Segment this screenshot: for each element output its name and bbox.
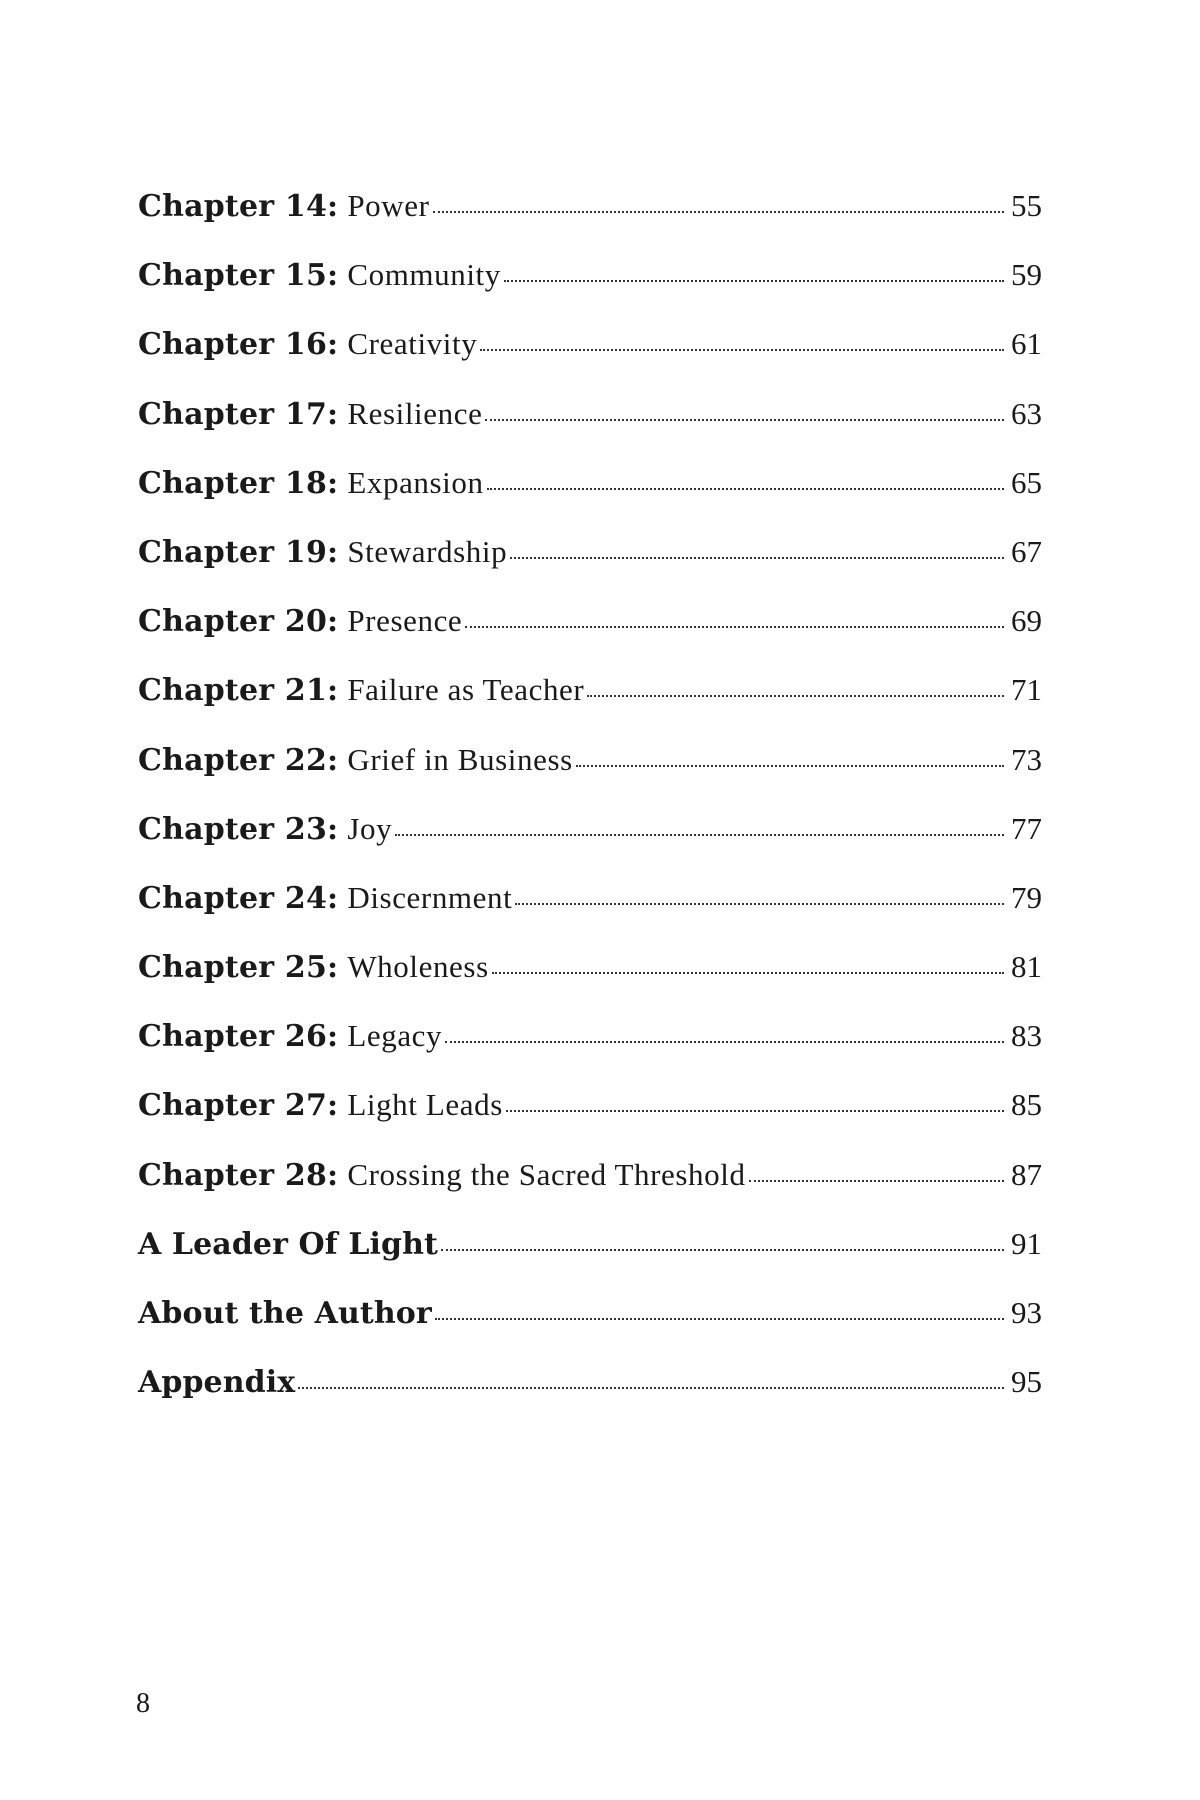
dot-leader [504, 280, 1004, 282]
toc-entry[interactable] [138, 674, 1042, 743]
entry-page-number: 83 [1011, 1018, 1042, 1054]
entry-page-number: 55 [1011, 188, 1042, 223]
toc-entry[interactable] [138, 259, 1042, 328]
toc-entry[interactable] [138, 1020, 1042, 1089]
toc-entry[interactable] [138, 951, 1042, 1020]
entry-label: Chapter 18: [138, 465, 339, 501]
dot-leader [465, 626, 1004, 628]
dot-leader [441, 1249, 1004, 1251]
entry-page-number: 87 [1011, 1156, 1042, 1192]
entry-page-number: 91 [1011, 1225, 1042, 1261]
entry-page-number: 77 [1011, 810, 1042, 846]
dot-leader [445, 1041, 1004, 1043]
entry-title: Crossing the Sacred Threshold [347, 1156, 746, 1192]
toc-entry[interactable] [138, 1297, 1042, 1366]
dot-leader [395, 834, 1004, 836]
entry-label: Chapter 17: [138, 396, 339, 432]
entry-page-number: 73 [1011, 741, 1042, 777]
entry-label: Chapter 27: [138, 1088, 339, 1124]
entry-label: Chapter 26: [138, 1019, 339, 1055]
table-of-contents [138, 190, 1042, 1435]
entry-title: Power [347, 188, 430, 223]
entry-label: Chapter 19: [138, 534, 339, 570]
toc-entry[interactable] [138, 464, 1042, 536]
entry-page-number: 69 [1011, 603, 1042, 639]
entry-title: Community [347, 257, 501, 293]
dot-leader [749, 1180, 1004, 1182]
entry-label: Chapter 16: [138, 327, 339, 363]
page-number: 8 [136, 1688, 150, 1719]
dot-leader [515, 903, 1004, 905]
entry-title: Stewardship [347, 533, 508, 569]
entry-label: Chapter 14: [138, 189, 339, 224]
entry-label: A Leader Of Light [138, 1226, 438, 1262]
toc-entry[interactable] [138, 1089, 1042, 1158]
dot-leader [298, 1387, 1004, 1389]
entry-title: Light Leads [347, 1087, 503, 1123]
entry-label: Chapter 24: [138, 880, 339, 916]
entry-label: Chapter 23: [138, 811, 339, 847]
entry-page-number: 59 [1011, 257, 1042, 293]
toc-entry[interactable] [138, 810, 1042, 882]
entry-label: Chapter 21: [138, 673, 339, 709]
toc-entry[interactable] [138, 605, 1042, 674]
entry-label: Chapter 20: [138, 604, 339, 640]
toc-entry[interactable] [138, 741, 1042, 813]
entry-page-number: 79 [1011, 879, 1042, 915]
entry-page-number: 95 [1011, 1364, 1042, 1400]
entry-page-number: 81 [1011, 949, 1042, 985]
toc-entry[interactable] [138, 1366, 1042, 1435]
toc-entry[interactable] [138, 533, 1042, 605]
toc-entry[interactable] [138, 190, 1042, 259]
entry-page-number: 93 [1011, 1295, 1042, 1330]
entry-title: Wholeness [347, 949, 489, 985]
entry-label: Chapter 22: [138, 742, 339, 778]
entry-title: Discernment [347, 879, 513, 915]
toc-entry[interactable] [138, 395, 1042, 467]
entry-title: Legacy [347, 1018, 443, 1054]
entry-page-number: 71 [1011, 672, 1042, 708]
dot-leader [587, 695, 1004, 697]
dot-leader [576, 765, 1004, 767]
dot-leader [487, 488, 1004, 490]
entry-page-number: 61 [1011, 326, 1042, 362]
entry-title: Presence [347, 603, 463, 639]
dot-leader [510, 557, 1004, 559]
toc-entry[interactable] [138, 879, 1042, 951]
dot-leader [506, 1110, 1004, 1112]
entry-title: Joy [347, 810, 393, 846]
entry-title: Creativity [347, 326, 478, 362]
entry-label: Appendix [138, 1365, 296, 1401]
entry-page-number: 65 [1011, 464, 1042, 500]
entry-label: About the Author [138, 1296, 432, 1331]
dot-leader [485, 419, 1004, 421]
entry-title: Failure as Teacher [347, 672, 585, 708]
entry-label: Chapter 25: [138, 950, 339, 986]
dot-leader [480, 349, 1004, 351]
toc-entry[interactable] [138, 1225, 1042, 1297]
dot-leader [492, 972, 1004, 974]
toc-entry[interactable] [138, 328, 1042, 397]
toc-entry[interactable] [138, 1156, 1042, 1228]
dot-leader [435, 1318, 1004, 1320]
entry-page-number: 63 [1011, 395, 1042, 431]
entry-title: Grief in Business [347, 741, 573, 777]
entry-title: Expansion [347, 464, 484, 500]
entry-page-number: 85 [1011, 1087, 1042, 1123]
entry-label: Chapter 15: [138, 258, 339, 294]
entry-label: Chapter 28: [138, 1157, 339, 1193]
dot-leader [433, 211, 1004, 213]
entry-page-number: 67 [1011, 533, 1042, 569]
entry-title: Resilience [347, 395, 483, 431]
